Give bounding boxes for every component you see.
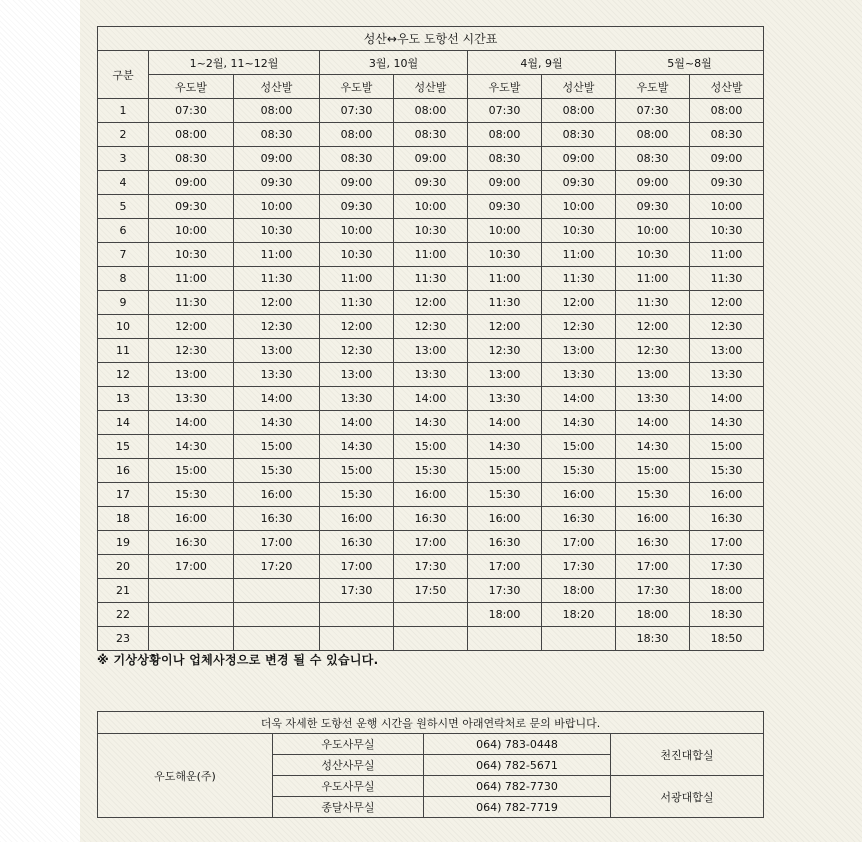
departure-time: 09:30: [468, 195, 542, 219]
timetable-row: [98, 483, 764, 507]
departure-time: 08:00: [149, 123, 234, 147]
timetable-row: [98, 579, 764, 603]
departure-time: 10:00: [542, 195, 616, 219]
direction-header-seongsan: 성산발: [394, 75, 468, 99]
departure-time: 17:30: [468, 579, 542, 603]
departure-time: 12:00: [690, 291, 764, 315]
departure-time: 17:00: [149, 555, 234, 579]
timetable-row: [98, 219, 764, 243]
departure-time: 12:00: [468, 315, 542, 339]
timetable-row: [98, 387, 764, 411]
departure-time: 08:00: [690, 99, 764, 123]
departure-time: [320, 603, 394, 627]
timetable-row: [98, 555, 764, 579]
departure-time: 18:00: [616, 603, 690, 627]
departure-time: 17:30: [690, 555, 764, 579]
departure-time: 17:50: [394, 579, 468, 603]
departure-time: 17:20: [234, 555, 320, 579]
departure-time: 13:00: [616, 363, 690, 387]
departure-time: 14:30: [616, 435, 690, 459]
departure-time: 09:00: [149, 171, 234, 195]
departure-time: 08:30: [320, 147, 394, 171]
departure-time: [320, 627, 394, 651]
departure-time: 14:30: [394, 411, 468, 435]
direction-header-seongsan: 성산발: [542, 75, 616, 99]
departure-time: 16:30: [690, 507, 764, 531]
departure-time: 15:30: [616, 483, 690, 507]
departure-time: 17:00: [320, 555, 394, 579]
departure-time: 10:00: [234, 195, 320, 219]
departure-time: 11:00: [234, 243, 320, 267]
trip-number: 15: [98, 435, 149, 459]
departure-time: 17:00: [690, 531, 764, 555]
departure-time: [234, 627, 320, 651]
departure-time: 14:30: [542, 411, 616, 435]
departure-time: 10:30: [234, 219, 320, 243]
departure-time: 16:30: [616, 531, 690, 555]
departure-time: 13:30: [468, 387, 542, 411]
departure-time: 08:30: [149, 147, 234, 171]
timetable-row: [98, 123, 764, 147]
departure-time: 17:30: [542, 555, 616, 579]
departure-time: [149, 579, 234, 603]
departure-time: 08:30: [690, 123, 764, 147]
trip-number: 7: [98, 243, 149, 267]
trip-number: 13: [98, 387, 149, 411]
departure-time: 12:30: [690, 315, 764, 339]
departure-time: 15:30: [468, 483, 542, 507]
departure-time: 09:00: [468, 171, 542, 195]
departure-time: 18:20: [542, 603, 616, 627]
contact-header: 더욱 자세한 도항선 운행 시간을 원하시면 아래연락처로 문의 바랍니다.: [98, 712, 764, 734]
trip-number: 3: [98, 147, 149, 171]
departure-time: 08:30: [234, 123, 320, 147]
departure-time: [234, 579, 320, 603]
trip-number: 22: [98, 603, 149, 627]
trip-number: 18: [98, 507, 149, 531]
departure-time: 16:00: [394, 483, 468, 507]
departure-time: 18:30: [690, 603, 764, 627]
trip-number: 16: [98, 459, 149, 483]
timetable-row: [98, 267, 764, 291]
company-name: 우도해운(주): [98, 734, 273, 818]
departure-time: 15:00: [468, 459, 542, 483]
departure-time: 11:30: [616, 291, 690, 315]
departure-time: 15:30: [234, 459, 320, 483]
timetable-row: [98, 291, 764, 315]
departure-time: 08:30: [542, 123, 616, 147]
departure-time: 12:00: [616, 315, 690, 339]
departure-time: 14:00: [468, 411, 542, 435]
departure-time: 07:30: [320, 99, 394, 123]
departure-time: 17:00: [394, 531, 468, 555]
departure-time: 10:00: [616, 219, 690, 243]
departure-time: 15:30: [542, 459, 616, 483]
trip-number: 2: [98, 123, 149, 147]
departure-time: 16:00: [320, 507, 394, 531]
departure-time: 17:00: [234, 531, 320, 555]
departure-time: [394, 603, 468, 627]
period-header: 1~2월, 11~12월: [149, 51, 320, 75]
departure-time: 07:30: [468, 99, 542, 123]
timetable-row: [98, 507, 764, 531]
departure-time: 16:00: [542, 483, 616, 507]
departure-time: 09:30: [320, 195, 394, 219]
departure-time: 10:00: [690, 195, 764, 219]
departure-time: 11:30: [149, 291, 234, 315]
departure-time: 11:30: [468, 291, 542, 315]
departure-time: 11:00: [149, 267, 234, 291]
timetable-row: [98, 363, 764, 387]
departure-time: 11:30: [234, 267, 320, 291]
timetable-row: [98, 147, 764, 171]
departure-time: 08:30: [616, 147, 690, 171]
departure-time: [149, 603, 234, 627]
departure-time: 09:00: [394, 147, 468, 171]
direction-header-udo: 우도발: [149, 75, 234, 99]
departure-time: 12:00: [542, 291, 616, 315]
departure-time: 17:00: [468, 555, 542, 579]
departure-time: 12:00: [149, 315, 234, 339]
timetable-row: [98, 195, 764, 219]
trip-number: 9: [98, 291, 149, 315]
departure-time: 17:30: [394, 555, 468, 579]
timetable-row: [98, 339, 764, 363]
departure-time: 16:00: [690, 483, 764, 507]
departure-time: 11:00: [616, 267, 690, 291]
departure-time: 13:00: [542, 339, 616, 363]
departure-time: 14:00: [234, 387, 320, 411]
direction-header-udo: 우도발: [468, 75, 542, 99]
timetable-title: 성산↔우도 도항선 시간표: [98, 27, 764, 51]
departure-time: [394, 627, 468, 651]
departure-time: 11:00: [690, 243, 764, 267]
departure-time: 12:00: [234, 291, 320, 315]
departure-time: 08:00: [394, 99, 468, 123]
departure-time: [149, 627, 234, 651]
departure-time: 10:00: [394, 195, 468, 219]
departure-time: 17:00: [542, 531, 616, 555]
departure-time: 14:00: [149, 411, 234, 435]
timetable-row: [98, 315, 764, 339]
departure-time: 18:00: [690, 579, 764, 603]
departure-time: 15:30: [394, 459, 468, 483]
departure-time: 11:00: [320, 267, 394, 291]
departure-time: 13:30: [690, 363, 764, 387]
change-notice: ※ 기상상황이나 업체사정으로 변경 될 수 있습니다.: [97, 653, 379, 667]
departure-time: 15:30: [149, 483, 234, 507]
office-phone: 064) 783-0448: [424, 734, 611, 755]
timetable-row: [98, 171, 764, 195]
departure-time: 14:00: [690, 387, 764, 411]
direction-header-udo: 우도발: [320, 75, 394, 99]
departure-time: [468, 627, 542, 651]
departure-time: 09:00: [320, 171, 394, 195]
departure-time: 13:30: [234, 363, 320, 387]
departure-time: 18:00: [542, 579, 616, 603]
trip-number: 11: [98, 339, 149, 363]
departure-time: 16:00: [468, 507, 542, 531]
departure-time: [234, 603, 320, 627]
trip-number: 8: [98, 267, 149, 291]
departure-time: 10:30: [394, 219, 468, 243]
departure-time: 12:30: [394, 315, 468, 339]
departure-time: 14:00: [394, 387, 468, 411]
timetable-row: [98, 99, 764, 123]
departure-time: 13:00: [690, 339, 764, 363]
departure-time: 08:00: [616, 123, 690, 147]
departure-time: 15:00: [149, 459, 234, 483]
departure-time: 16:30: [394, 507, 468, 531]
departure-time: 10:00: [468, 219, 542, 243]
departure-time: 10:30: [320, 243, 394, 267]
departure-time: 15:30: [320, 483, 394, 507]
departure-time: 13:00: [394, 339, 468, 363]
office-phone: 064) 782-7730: [424, 776, 611, 797]
departure-time: 09:30: [394, 171, 468, 195]
timetable-row: [98, 531, 764, 555]
departure-time: 12:30: [542, 315, 616, 339]
trip-number: 6: [98, 219, 149, 243]
departure-time: 15:00: [542, 435, 616, 459]
office-phone: 064) 782-7719: [424, 797, 611, 818]
trip-number: 14: [98, 411, 149, 435]
departure-time: 17:30: [320, 579, 394, 603]
departure-time: 15:00: [616, 459, 690, 483]
departure-time: 08:00: [542, 99, 616, 123]
departure-time: 09:30: [234, 171, 320, 195]
departure-time: 10:30: [149, 243, 234, 267]
departure-time: 13:30: [542, 363, 616, 387]
departure-time: 14:00: [320, 411, 394, 435]
departure-time: 15:30: [690, 459, 764, 483]
departure-time: 16:30: [542, 507, 616, 531]
departure-time: 14:00: [616, 411, 690, 435]
departure-time: 10:30: [542, 219, 616, 243]
departure-time: 16:00: [234, 483, 320, 507]
departure-time: 13:30: [149, 387, 234, 411]
departure-time: 18:30: [616, 627, 690, 651]
departure-time: 07:30: [149, 99, 234, 123]
departure-time: 13:00: [320, 363, 394, 387]
trip-number: 10: [98, 315, 149, 339]
timetable-row: [98, 435, 764, 459]
departure-time: 10:30: [690, 219, 764, 243]
departure-time: 16:30: [320, 531, 394, 555]
departure-time: 07:30: [616, 99, 690, 123]
trip-number: 12: [98, 363, 149, 387]
direction-header-seongsan: 성산발: [234, 75, 320, 99]
departure-time: 12:30: [149, 339, 234, 363]
departure-time: 18:00: [468, 603, 542, 627]
departure-time: 12:00: [394, 291, 468, 315]
departure-time: 13:30: [394, 363, 468, 387]
departure-time: 11:30: [690, 267, 764, 291]
departure-time: 14:30: [149, 435, 234, 459]
timetable-row: [98, 243, 764, 267]
departure-time: 10:30: [468, 243, 542, 267]
departure-time: 15:00: [320, 459, 394, 483]
timetable-body: [98, 99, 764, 651]
terminal-name: 천진대합실: [611, 734, 764, 776]
departure-time: 15:00: [394, 435, 468, 459]
period-header: 5월~8월: [616, 51, 764, 75]
departure-time: 10:00: [149, 219, 234, 243]
timetable-row: [98, 603, 764, 627]
direction-header-udo: 우도발: [616, 75, 690, 99]
departure-time: 08:30: [468, 147, 542, 171]
departure-time: 12:30: [320, 339, 394, 363]
departure-time: [542, 627, 616, 651]
trip-number: 20: [98, 555, 149, 579]
period-header: 3월, 10월: [320, 51, 468, 75]
office-name: 성산사무실: [273, 755, 424, 776]
departure-time: 16:30: [234, 507, 320, 531]
departure-time: 08:00: [468, 123, 542, 147]
trip-number: 19: [98, 531, 149, 555]
departure-time: 16:30: [468, 531, 542, 555]
office-name: 우도사무실: [273, 776, 424, 797]
trip-number: 1: [98, 99, 149, 123]
departure-time: 14:00: [542, 387, 616, 411]
departure-time: 09:30: [149, 195, 234, 219]
departure-time: 09:30: [542, 171, 616, 195]
departure-time: 10:00: [320, 219, 394, 243]
timetable-row: [98, 459, 764, 483]
departure-time: 09:00: [690, 147, 764, 171]
trip-number: 17: [98, 483, 149, 507]
left-margin-band: [0, 0, 80, 842]
departure-time: 11:30: [320, 291, 394, 315]
departure-time: 14:30: [320, 435, 394, 459]
direction-header-seongsan: 성산발: [690, 75, 764, 99]
office-name: 종달사무실: [273, 797, 424, 818]
departure-time: 08:00: [320, 123, 394, 147]
departure-time: 13:30: [320, 387, 394, 411]
departure-time: 10:30: [616, 243, 690, 267]
timetable-row: [98, 411, 764, 435]
departure-time: 09:00: [542, 147, 616, 171]
trip-number: 23: [98, 627, 149, 651]
departure-time: 18:50: [690, 627, 764, 651]
departure-time: 12:30: [468, 339, 542, 363]
period-header: 4월, 9월: [468, 51, 616, 75]
departure-time: 14:30: [468, 435, 542, 459]
departure-time: 11:00: [542, 243, 616, 267]
departure-time: 11:30: [394, 267, 468, 291]
departure-time: 17:00: [616, 555, 690, 579]
departure-time: 13:30: [616, 387, 690, 411]
ferry-timetable: [97, 26, 764, 651]
departure-time: 16:30: [149, 531, 234, 555]
departure-time: 12:30: [234, 315, 320, 339]
terminal-name: 서광대합실: [611, 776, 764, 818]
trip-number: 5: [98, 195, 149, 219]
trip-number: 21: [98, 579, 149, 603]
timetable-row: [98, 627, 764, 651]
trip-number: 4: [98, 171, 149, 195]
departure-time: 15:00: [690, 435, 764, 459]
departure-time: 13:00: [149, 363, 234, 387]
corner-label: 구분: [98, 51, 149, 99]
departure-time: 17:30: [616, 579, 690, 603]
departure-time: 09:30: [616, 195, 690, 219]
departure-time: 14:30: [690, 411, 764, 435]
departure-time: 11:00: [394, 243, 468, 267]
office-name: 우도사무실: [273, 734, 424, 755]
departure-time: 13:00: [234, 339, 320, 363]
departure-time: 11:00: [468, 267, 542, 291]
departure-time: 08:00: [234, 99, 320, 123]
departure-time: 12:00: [320, 315, 394, 339]
departure-time: 13:00: [468, 363, 542, 387]
contact-table: [97, 711, 764, 818]
departure-time: 14:30: [234, 411, 320, 435]
departure-time: 09:00: [234, 147, 320, 171]
departure-time: 16:00: [149, 507, 234, 531]
departure-time: 16:00: [616, 507, 690, 531]
departure-time: 12:30: [616, 339, 690, 363]
departure-time: 11:30: [542, 267, 616, 291]
departure-time: 09:00: [616, 171, 690, 195]
departure-time: 09:30: [690, 171, 764, 195]
departure-time: 15:00: [234, 435, 320, 459]
office-phone: 064) 782-5671: [424, 755, 611, 776]
departure-time: 08:30: [394, 123, 468, 147]
